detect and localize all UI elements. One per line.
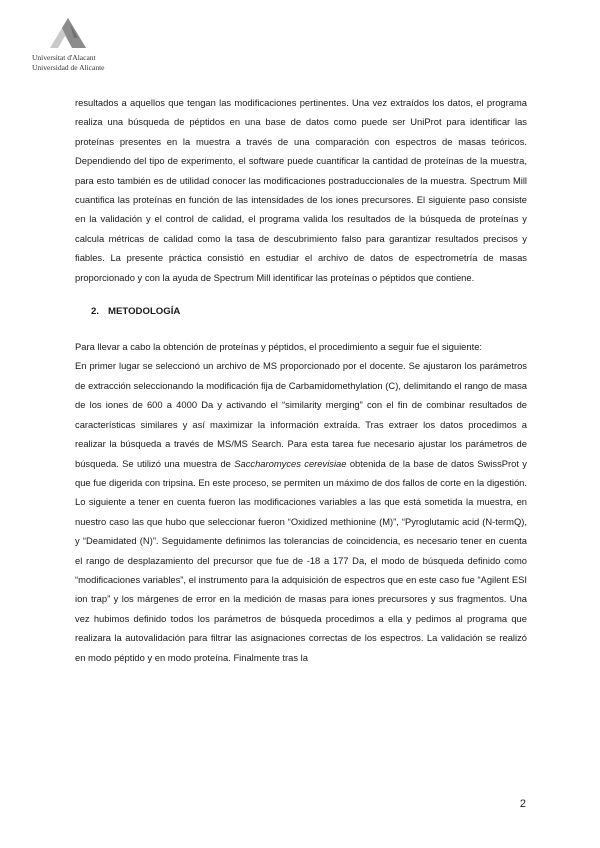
methodology-text-part2: obtenida de la base de datos SwissProt y que fue digerida con tripsina. En este proceso, se permiten un máximo de dos fallos de corte en la digestión. Lo siguiente a tener en cuenta fueron las modificaciones variables a las que está sometida la muestra, en nuestro caso las que hubo que seleccionar fueron “Oxidized methionine (M)”, “Pyroglutamic acid (N-termQ), y “Deamidated (N)”. Seguidamente definimos las tolerancias de coincidencia, es necesario tener en cuenta el rango de desplazamiento del precursor que fue de -18 a 177 Da, el modo de búsqueda definido como “modificaciones variables”, el instrumento para la adquisición de espectros que en este caso fue “Agilent ESI ion trap” y los márgenes de error en la medición de masas para iones precursores y sus fragmentos. Una vez hubimos definido todos los parámetros de búsqueda procedimos a ella y pedimos al programa que realizara la autovalidación para filtrar las asignaciones correctas de los espectros. La validación se realizó en modo péptido y en modo proteína. Finalmente tras la: [75, 457, 527, 663]
page-number: 2: [519, 798, 526, 810]
section-number: 2.: [91, 306, 100, 318]
paragraph-methodology-intro: Para llevar a cabo la obtención de proteínas y péptidos, el procedimiento a seguir fue el siguiente:: [75, 341, 483, 353]
university-logo: [30, 14, 110, 70]
paragraph-introduction: resultados a aquellos que tengan las modificaciones pertinentes. Una vez extraídos los datos, el programa realiza una búsqueda de péptidos en una base de datos como puede ser UniProt para identificar las proteínas presentes en la muestra a través de una comparación con espectros de masas teóricos. Dependiendo del tipo de experimento, el software puede cuantificar la cantidad de proteínas de la muestra, para esto también es de utilidad conocer las modificaciones postraduccionales de la muestra. Spectrum Mill cuantifica las proteínas en función de las intensidades de los iones precursores. El siguiente paso consiste en la validación y el control de calidad, el programa valida los resultados de la búsqueda de proteínas y calcula métricas de calidad como la tasa de descubrimiento falso para garantizar resultados precisos y fiables. La presente práctica consistió en estudiar el archivo de datos de espectrometría de masas proporcionado y con la ayuda de Spectrum Mill identificar las proteínas o péptidos que contiene.: [75, 97, 527, 283]
logo-text-valencian: Universitat d'Alacant: [32, 53, 96, 62]
paragraph-methodology: [75, 356, 527, 667]
species-name: Saccharomyces cerevisiae: [234, 457, 347, 469]
section-title: METODOLOGÍA: [108, 306, 181, 318]
methodology-text-part1: En primer lugar se seleccionó un archivo de MS proporcionado por el docente. Se ajustaron los parámetros de extracción seleccionando la modificación fija de Carbamidomethylation (C), delimitando el rango de masa de los iones de 600 a 4000 Da y activando el “similarity merging” con el fin de combinar resultados de características similares y así maximizar la información extraída. Tras extraer los datos procedimos a realizar la búsqueda a través de MS/MS Search. Para esta tarea fue necesario ajustar los parámetros de búsqueda. Se utilizó una muestra de: [75, 360, 527, 469]
section-heading: [91, 305, 527, 319]
document-body: [75, 93, 527, 667]
logo-text-spanish: Universidad de Alicante: [32, 63, 105, 72]
university-logo-icon: [48, 14, 88, 50]
